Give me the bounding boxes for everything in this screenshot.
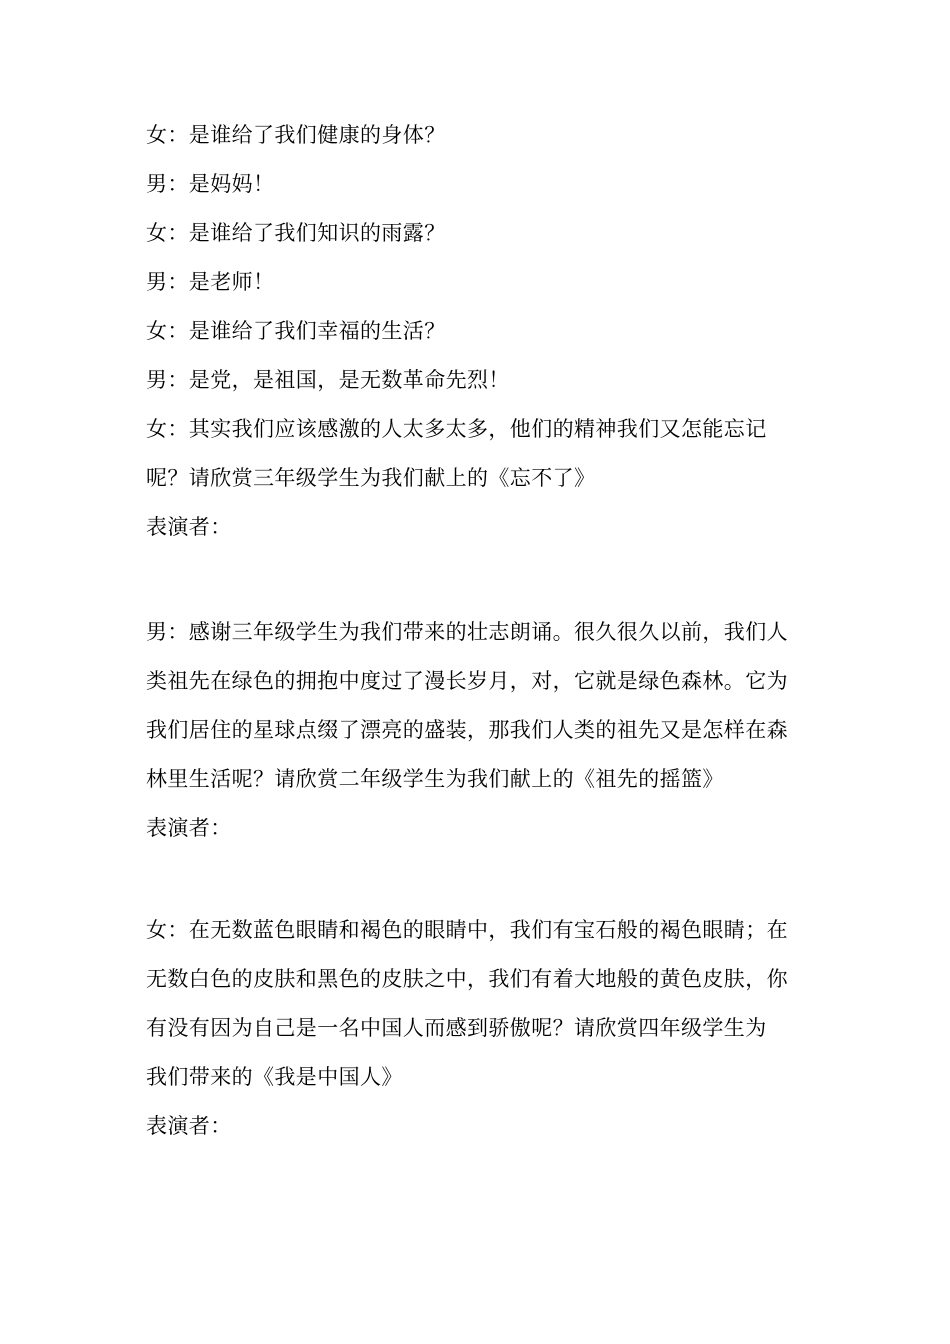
dialogue-section-1 — [146, 111, 810, 552]
dialogue-line: 男：感谢三年级学生为我们带来的壮志朗诵。很久很久以前，我们人 — [146, 620, 788, 644]
performer-label: 表演者： — [146, 1114, 232, 1138]
dialogue-line: 男：是妈妈！ — [146, 172, 275, 196]
dialogue-line: 男：是老师！ — [146, 270, 275, 294]
dialogue-line: 类祖先在绿色的拥抱中度过了漫长岁月，对，它就是绿色森林。它为 — [146, 669, 788, 693]
performer-label: 表演者： — [146, 816, 232, 840]
dialogue-line: 林里生活呢？请欣赏二年级学生为我们献上的《祖先的摇篮》 — [146, 767, 724, 791]
dialogue-line: 有没有因为自己是一名中国人而感到骄傲呢？请欣赏四年级学生为 — [146, 1016, 767, 1040]
dialogue-line: 女：在无数蓝色眼睛和褐色的眼睛中，我们有宝石般的褐色眼睛；在 — [146, 918, 788, 942]
dialogue-line: 无数白色的皮肤和黑色的皮肤之中，我们有着大地般的黄色皮肤，你 — [146, 967, 788, 991]
dialogue-section-2 — [146, 608, 810, 853]
dialogue-line: 女：是谁给了我们幸福的生活？ — [146, 319, 446, 343]
dialogue-line: 我们居住的星球点缀了漂亮的盛装，那我们人类的祖先又是怎样在森 — [146, 718, 788, 742]
dialogue-line: 男：是党，是祖国，是无数革命先烈！ — [146, 368, 510, 392]
dialogue-line: 女：是谁给了我们健康的身体？ — [146, 123, 446, 147]
performer-label: 表演者： — [146, 515, 232, 539]
dialogue-line: 我们带来的《我是中国人》 — [146, 1065, 403, 1089]
dialogue-line: 女：是谁给了我们知识的雨露？ — [146, 221, 446, 245]
dialogue-line: 女：其实我们应该感激的人太多太多，他们的精神我们又怎能忘记 — [146, 417, 767, 441]
dialogue-line: 呢？请欣赏三年级学生为我们献上的《忘不了》 — [146, 466, 596, 490]
dialogue-section-3 — [146, 906, 810, 1151]
